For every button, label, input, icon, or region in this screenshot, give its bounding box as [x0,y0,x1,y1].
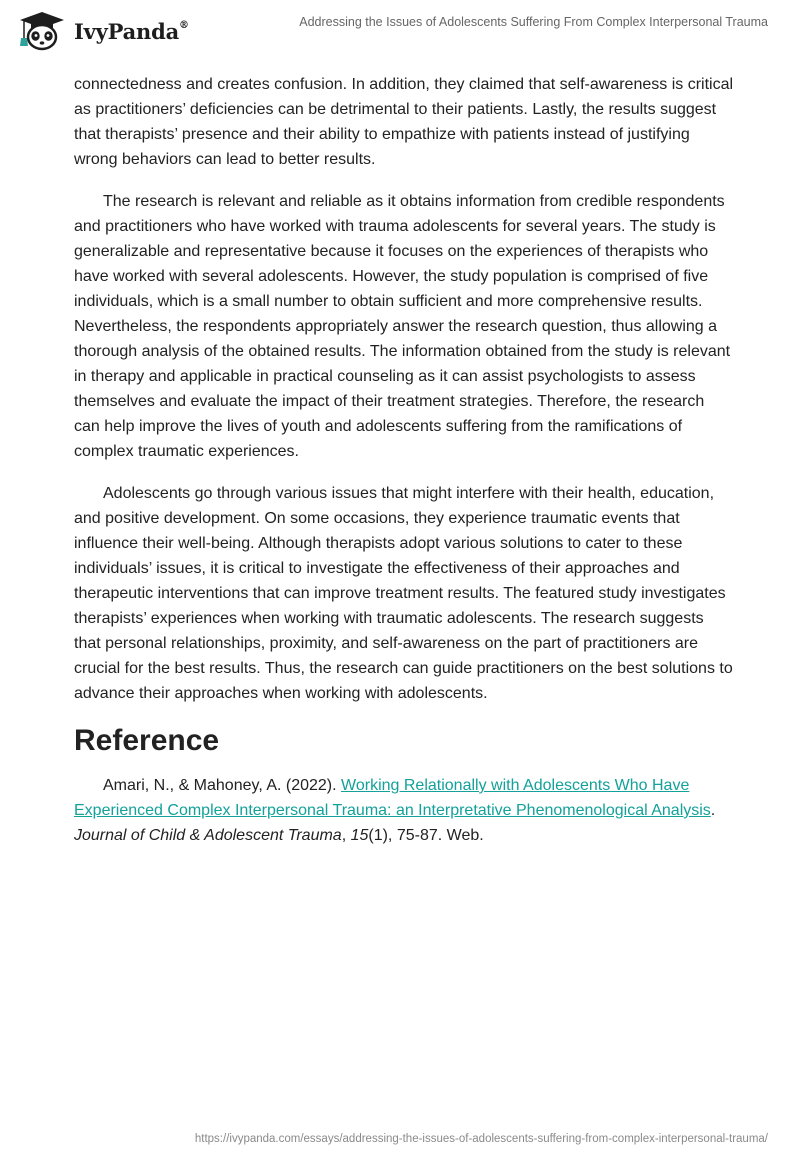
ivypanda-logo[interactable] [14,8,189,52]
panda-graduate-icon [14,8,70,52]
reference-volume: 15 [350,827,369,844]
document-title: Addressing the Issues of Adolescents Suffering From Complex Interpersonal Trauma [299,15,768,29]
reference-separator: , [341,827,351,844]
essay-content [74,72,734,865]
paragraph-evaluation: The research is relevant and reliable as it obtains information from credible respondents and practitioners who have worked with trauma adolescents for several years. The study is generalizable and representative because it focuses on the experiences of therapists who have worked with several adolescents. However, the study population is comprised of five individuals, which is a small number to obtain sufficient and more comprehensive results. Nevertheless, the respondents appropriately answer the research question, thus allowing a thorough analysis of the obtained results. The information obtained from the study is relevant in therapy and applicable in practical counseling as it can assist psychologists to assess themselves and evaluate the impact of their treatment strategies. Therefore, the research can help improve the lives of youth and adolescents suffering from the ramifications of complex traumatic experiences. [74,193,731,460]
page-header [0,0,800,70]
paragraph-continued: connectedness and creates confusion. In addition, they claimed that self-awareness is critical as practitioners’ deficiencies can be detrimental to their patients. Lastly, the results suggest that therapists’ presence and their ability to empathize with patients instead of justifying wrong behaviors can lead to better results. [74,76,734,168]
reference-journal: Journal of Child & Adolescent Trauma [74,827,342,844]
reference-heading: Reference [74,724,220,757]
reference-authors: Amari, N., & Mahoney, A. (2022). [103,777,342,794]
reference-separator: . [710,802,716,819]
paragraph-conclusion: Adolescents go through various issues that might interfere with their health, education, and positive development. On some occasions, they experience traumatic events that influence their well-being. Although therapists adopt various solutions to cater to these individuals’ issues, it is critical to investigate the effectiveness of their approaches and therapeutic interventions that can improve treatment results. The featured study investigates therapists’ experiences when working with traumatic adolescents. The research suggests that personal relationships, proximity, and self-awareness on the part of practitioners are crucial for the best results. Thus, the research can guide practitioners on the best solutions to advance their approaches when working with adolescents. [74,485,733,702]
reference-entry [74,773,734,848]
logo-text: IvyPanda® [74,18,189,44]
reference-article-link[interactable]: Working Relationally with Adolescents Who Have Experienced Complex Interpersonal Trauma: an Interpretative Phenomenological Analysis [74,777,711,819]
footer-url: https://ivypanda.com/essays/addressing-the-issues-of-adolescents-suffering-from-complex-interpersonal-trauma/ [194,1133,768,1145]
reference-pages: (1), 75-87. Web. [368,827,484,844]
